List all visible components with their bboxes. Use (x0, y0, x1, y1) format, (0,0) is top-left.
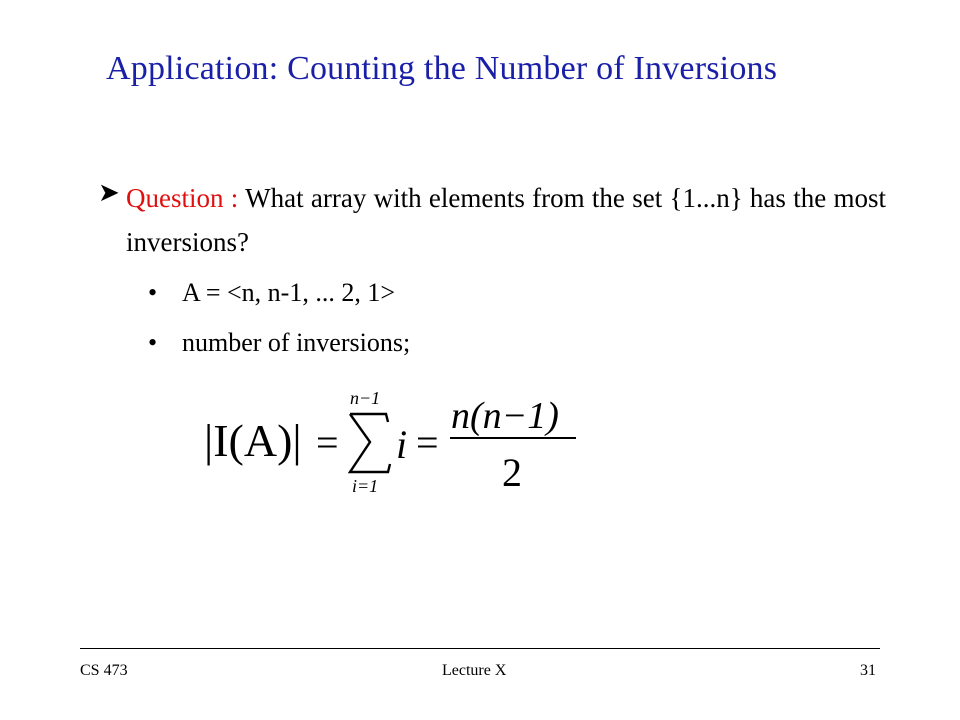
bullet-text: A = <n, n-1, ... 2, 1> (182, 278, 395, 307)
formula-equals-2: = (416, 420, 439, 465)
bullet-item-count (148, 326, 410, 360)
bullet-dot-icon: • (148, 328, 158, 357)
footer-page-number: 31 (860, 662, 876, 679)
question-paragraph (126, 176, 886, 264)
fraction-denominator: 2 (502, 450, 522, 495)
sum-lower-limit: i=1 (352, 476, 379, 496)
sum-upper-limit: n−1 (350, 388, 381, 408)
inversion-count-formula (200, 388, 600, 498)
footer-divider (80, 648, 880, 649)
summation-sigma-icon (350, 414, 390, 472)
fraction-numerator: n(n−1) (451, 395, 559, 437)
question-label: Question : (126, 183, 239, 213)
summand: i (396, 422, 408, 467)
arrow-bullet-icon: ➤ (98, 178, 120, 207)
slide-title: Application: Counting the Number of Inversions (106, 50, 778, 87)
bullet-text: number of inversions; (182, 328, 411, 357)
footer-lecture: Lecture X (442, 662, 507, 679)
formula-lhs: |I(A)| (204, 415, 302, 466)
footer-course: CS 473 (80, 662, 128, 679)
bullet-dot-icon: • (148, 278, 158, 307)
bullet-item-array (148, 276, 395, 310)
formula-equals-1: = (316, 420, 339, 465)
question-text: What array with elements from the set {1...n} has the most inversions? (126, 183, 887, 257)
